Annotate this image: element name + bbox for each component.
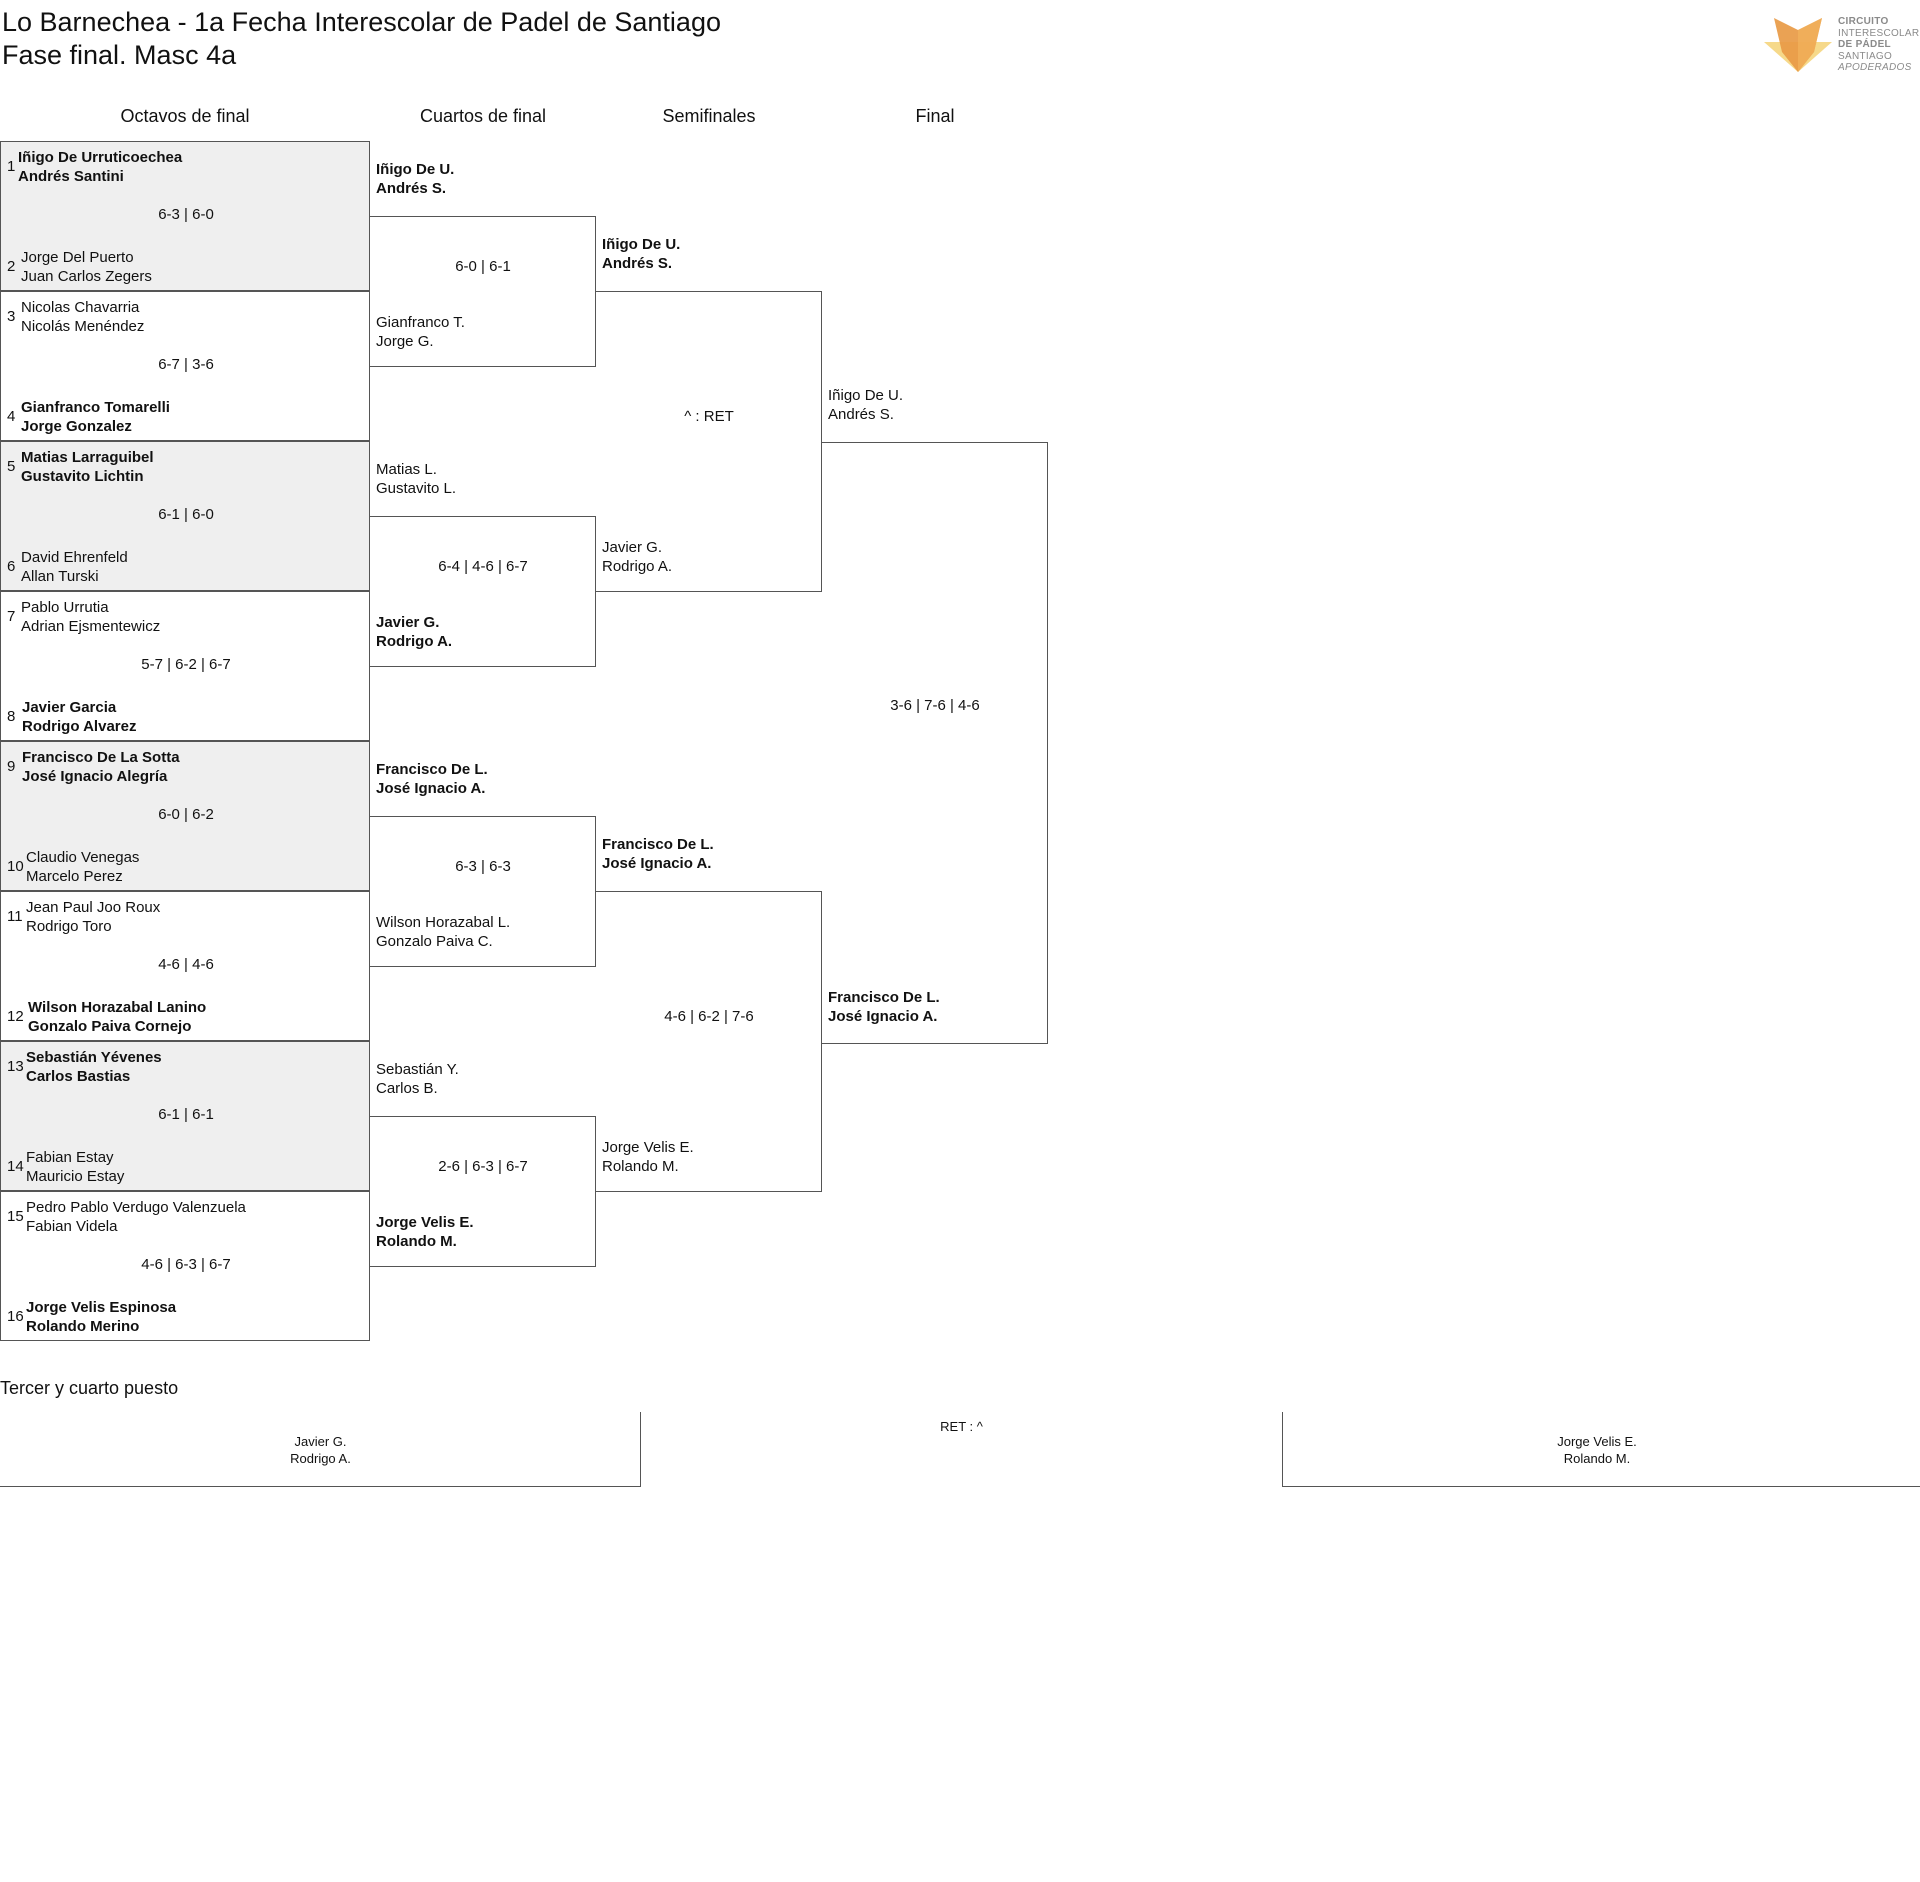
team-a: [21, 298, 144, 336]
qf-team-b: [376, 1213, 474, 1251]
sf-team-a: [602, 235, 680, 273]
logo-line-1: CIRCUITO: [1838, 16, 1889, 27]
player-name: Fabian Videla: [26, 1218, 118, 1235]
seed-number: 13: [7, 1058, 24, 1075]
qf-team-a: [376, 760, 488, 798]
third-place-team-b: [1282, 1433, 1912, 1467]
match-score: 6-1 | 6-0: [158, 506, 214, 523]
qf-score: 6-0 | 6-1: [455, 258, 511, 275]
player-name: Rodrigo Alvarez: [22, 718, 137, 735]
player-name: Jean Paul Joo Roux: [26, 899, 161, 916]
sf-team-b: [602, 538, 672, 576]
player-name: Javier G.: [376, 614, 440, 631]
player-name: Jorge Velis E.: [602, 1139, 694, 1156]
match-score: 6-7 | 3-6: [158, 356, 214, 373]
player-name: Sebastián Yévenes: [26, 1049, 162, 1066]
player-name: Jorge Velis E.: [376, 1214, 474, 1231]
match-score: 4-6 | 6-3 | 6-7: [141, 1256, 231, 1273]
match-score: 6-1 | 6-1: [158, 1106, 214, 1123]
player-name: Rolando M.: [602, 1158, 679, 1175]
player-name: Rolando Merino: [26, 1318, 140, 1335]
player-name: Mauricio Estay: [26, 1168, 125, 1185]
player-name: Adrian Ejsmentewicz: [21, 618, 161, 635]
team-a: [21, 598, 160, 636]
third-place-heading: Tercer y cuarto puesto: [0, 1378, 179, 1398]
player-name: Sebastián Y.: [376, 1061, 459, 1078]
sf-score: ^ : RET: [684, 408, 734, 425]
player-name: Juan Carlos Zegers: [21, 268, 152, 285]
player-name: Gianfranco T.: [376, 314, 465, 331]
player-name: Francisco De L.: [376, 761, 488, 778]
final-match: [822, 442, 1048, 1044]
seed-number: 4: [7, 408, 16, 425]
final-team-b-player-1: Francisco De L.: [828, 989, 940, 1006]
player-name: Rolando M.: [376, 1233, 457, 1250]
sf-team-b: [602, 1138, 694, 1176]
team-a: [21, 448, 154, 486]
seed-number: 6: [7, 558, 16, 575]
third-place-team-a: [0, 1433, 641, 1467]
match-score: 5-7 | 6-2 | 6-7: [141, 656, 231, 673]
team-b: [26, 1298, 176, 1336]
player-name: Marcelo Perez: [26, 868, 123, 885]
player-name: Matias L.: [376, 461, 437, 478]
team-a: [22, 748, 180, 786]
qf-score: 6-4 | 4-6 | 6-7: [438, 558, 528, 575]
team-b: [21, 398, 170, 436]
qf-team-a: [376, 160, 454, 198]
final-team-a-player-2: Andrés S.: [828, 406, 894, 423]
player-name: Iñigo De U.: [376, 161, 455, 178]
player-name: Gustavito L.: [376, 480, 457, 497]
r16-match: [0, 441, 370, 591]
match-score: 6-3 | 6-0: [158, 206, 214, 223]
seed-number: 14: [7, 1158, 24, 1175]
r16-match: [0, 1041, 370, 1191]
player-name: Jorge G.: [376, 333, 434, 350]
player-name: Iñigo De Urruticoechea: [18, 149, 183, 166]
player-name: Allan Turski: [21, 568, 99, 585]
seed-number: 8: [7, 708, 16, 725]
title-line-1: Lo Barnechea - 1a Fecha Interescolar de Padel de Santiago: [2, 7, 721, 37]
qf-score: 6-3 | 6-3: [455, 858, 511, 875]
r16-match: [0, 291, 370, 441]
player-name: Iñigo De U.: [602, 236, 681, 253]
player-name: Jorge Del Puerto: [21, 249, 134, 266]
logo-line-5: APODERADOS: [1838, 62, 1912, 73]
team-b: [28, 998, 206, 1036]
page-title: [2, 6, 721, 72]
logo-line-4: SANTIAGO: [1838, 50, 1893, 62]
title-line-2: Fase final. Masc 4a: [2, 40, 237, 70]
player-name: Andrés Santini: [18, 168, 124, 185]
seed-number: 15: [7, 1208, 24, 1225]
final-team-a: [828, 386, 903, 424]
player-name: Nicolas Chavarria: [21, 299, 140, 316]
team-a: [26, 1048, 162, 1086]
final-score: 3-6 | 7-6 | 4-6: [890, 697, 980, 714]
qf-team-a: [376, 460, 456, 498]
r16-match: [0, 591, 370, 741]
player-name: José Ignacio Alegría: [22, 768, 168, 785]
round-heading-r16: Octavos de final: [120, 106, 250, 126]
fox-logo-icon: [1762, 14, 1836, 76]
seed-number: 1: [7, 158, 16, 175]
team-a: [26, 1198, 246, 1236]
team-b: [26, 1148, 124, 1186]
player-name: Gonzalo Paiva Cornejo: [28, 1018, 192, 1035]
sf-team-a: [602, 835, 714, 873]
player-name: José Ignacio A.: [376, 780, 486, 797]
seed-number: 12: [7, 1008, 24, 1025]
team-b: [21, 248, 152, 286]
qf-team-b: [376, 313, 465, 351]
player-name: Andrés S.: [376, 180, 447, 197]
team-b: [22, 698, 136, 736]
seed-number: 11: [7, 908, 23, 925]
logo-line-2: INTERESCOLAR: [1838, 27, 1920, 39]
third-place-team-a-player-1: Javier G.: [294, 1434, 347, 1449]
sf-score: 4-6 | 6-2 | 7-6: [664, 1008, 754, 1025]
r16-match: [0, 741, 370, 891]
team-b: [21, 548, 128, 586]
player-name: Jorge Gonzalez: [21, 418, 132, 435]
seed-number: 16: [7, 1308, 24, 1325]
player-name: Jorge Velis Espinosa: [26, 1299, 177, 1316]
player-name: Javier G.: [602, 539, 663, 556]
player-name: Rodrigo Toro: [26, 918, 112, 935]
match-score: 4-6 | 4-6: [158, 956, 214, 973]
player-name: Francisco De L.: [602, 836, 714, 853]
final-team-a-player-1: Iñigo De U.: [828, 387, 904, 404]
seed-number: 3: [7, 308, 16, 325]
third-place-team-b-player-2: Rolando M.: [1563, 1451, 1631, 1466]
r16-match: [0, 1191, 370, 1341]
qf-team-a: [376, 1060, 459, 1098]
player-name: José Ignacio A.: [602, 855, 712, 872]
match-score: 6-0 | 6-2: [158, 806, 214, 823]
player-name: Andrés S.: [602, 255, 673, 272]
seed-number: 2: [7, 258, 16, 275]
player-name: Pablo Urrutia: [21, 599, 109, 616]
player-name: Claudio Venegas: [26, 849, 140, 866]
round-heading-final: Final: [915, 106, 955, 126]
round-heading-sf: Semifinales: [662, 106, 756, 126]
seed-number: 9: [7, 758, 16, 775]
player-name: Carlos Bastias: [26, 1068, 131, 1085]
logo-text: [1838, 16, 1919, 74]
qf-team-b: [376, 913, 510, 951]
r16-match: [0, 891, 370, 1041]
player-name: Rodrigo A.: [602, 558, 673, 575]
player-name: Rodrigo A.: [376, 633, 453, 650]
team-b: [26, 848, 139, 886]
player-name: David Ehrenfeld: [21, 549, 128, 566]
final-team-b: [828, 988, 940, 1026]
player-name: Carlos B.: [376, 1080, 438, 1097]
circuit-logo: [1762, 14, 1920, 76]
player-name: Matias Larraguibel: [21, 449, 154, 466]
player-name: Pedro Pablo Verdugo Valenzuela: [26, 1199, 246, 1216]
qf-team-b: [376, 613, 452, 651]
r16-match: [0, 141, 370, 291]
final-team-b-player-2: José Ignacio A.: [828, 1008, 938, 1025]
player-name: Nicolás Menéndez: [21, 318, 145, 335]
player-name: Wilson Horazabal L.: [376, 914, 511, 931]
team-a: [18, 148, 182, 186]
seed-number: 10: [7, 858, 24, 875]
qf-score: 2-6 | 6-3 | 6-7: [438, 1158, 528, 1175]
logo-line-3: DE PÁDEL: [1838, 39, 1891, 50]
player-name: Francisco De La Sotta: [22, 749, 180, 766]
seed-number: 7: [7, 608, 16, 625]
player-name: Fabian Estay: [26, 1149, 114, 1166]
player-name: Gustavito Lichtin: [21, 468, 144, 485]
player-name: Javier Garcia: [22, 699, 117, 716]
seed-number: 5: [7, 458, 16, 475]
third-place-team-b-player-1: Jorge Velis E.: [1557, 1434, 1637, 1449]
player-name: Wilson Horazabal Lanino: [28, 999, 207, 1016]
third-place-team-a-player-2: Rodrigo A.: [290, 1451, 351, 1466]
player-name: Gonzalo Paiva C.: [376, 933, 493, 950]
player-name: Gianfranco Tomarelli: [21, 399, 170, 416]
third-place-score: RET : ^: [940, 1419, 983, 1434]
team-a: [26, 898, 160, 936]
round-heading-qf: Cuartos de final: [419, 106, 547, 126]
